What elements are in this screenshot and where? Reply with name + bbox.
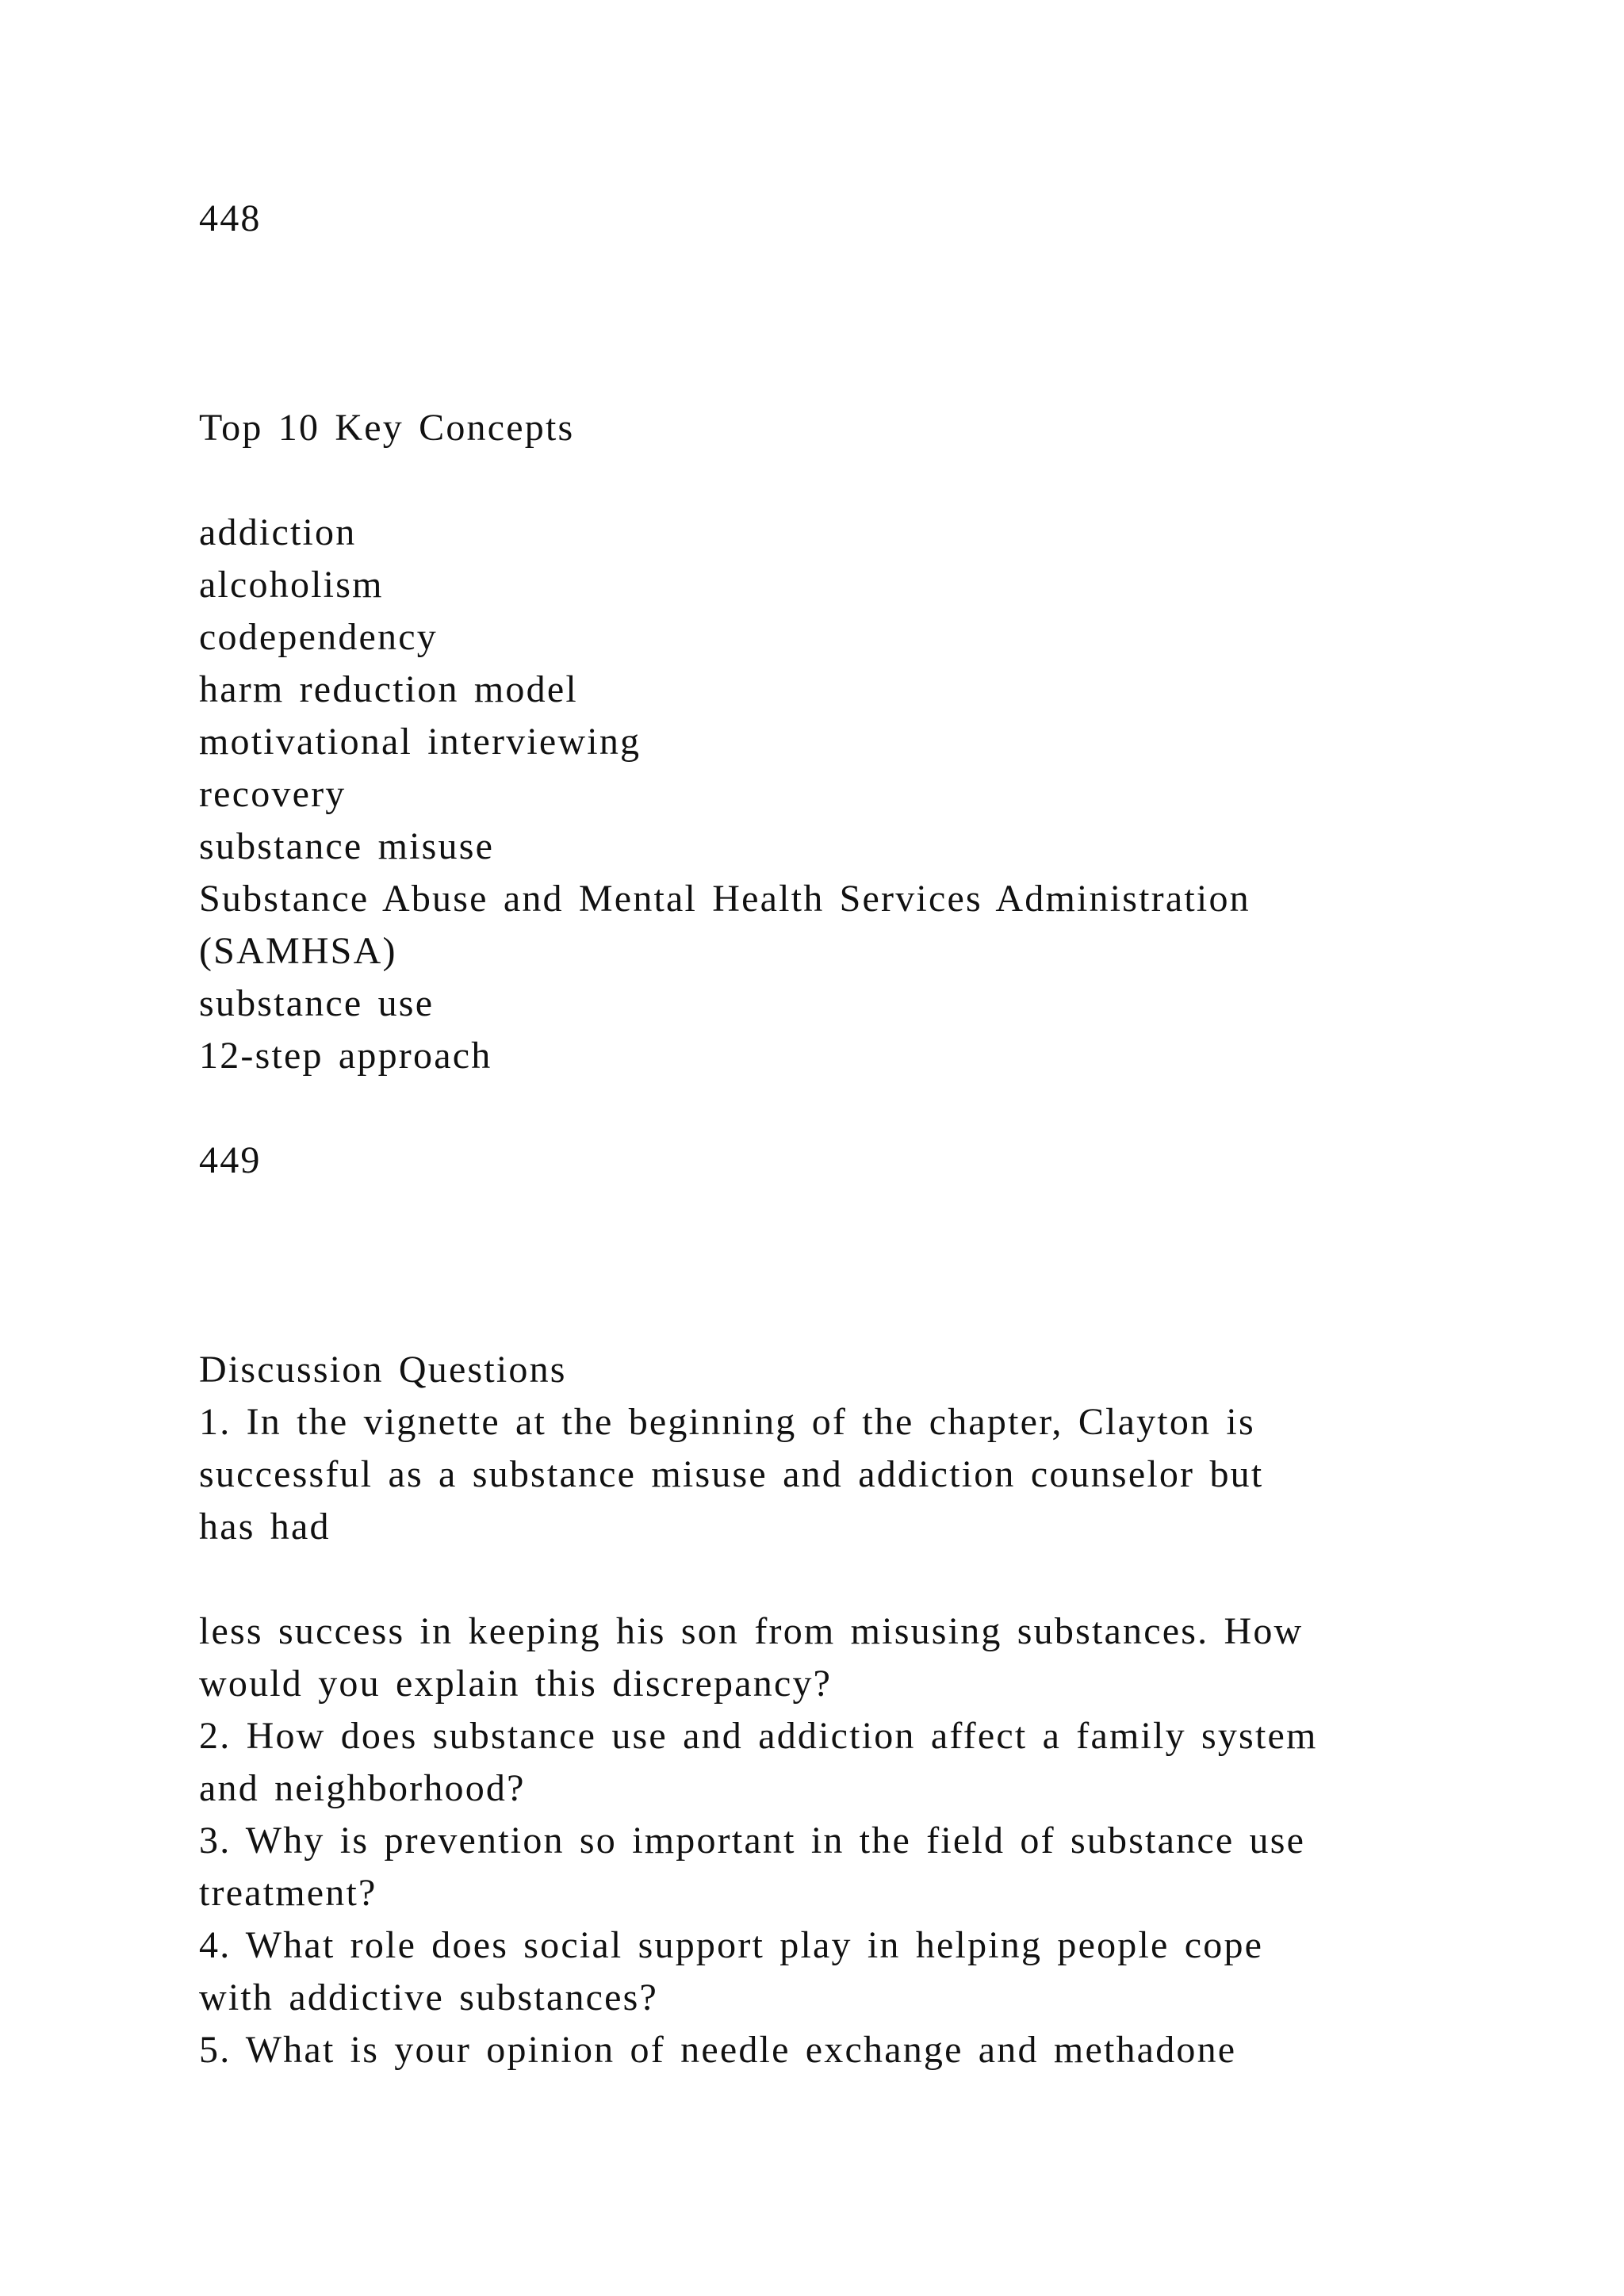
key-concept-item: motivational interviewing (199, 721, 642, 763)
discussion-line: successful as a substance misuse and addiction counselor but (199, 1453, 1264, 1495)
page-number: 449 (199, 1139, 262, 1181)
key-concept-item: (SAMHSA) (199, 930, 397, 972)
discussion-line: and neighborhood? (199, 1767, 526, 1809)
discussion-line: 4. What role does social support play in helping people cope (199, 1924, 1264, 1966)
key-concept-item: substance use (199, 982, 435, 1024)
key-concept-item: 12-step approach (199, 1035, 492, 1077)
key-concept-item: Substance Abuse and Mental Health Services Administration (199, 878, 1251, 920)
key-concepts-heading: Top 10 Key Concepts (199, 407, 575, 449)
discussion-line: with addictive substances? (199, 1976, 659, 2019)
discussion-line: would you explain this discrepancy? (199, 1663, 833, 1705)
discussion-line: 3. Why is prevention so important in the field of substance use (199, 1820, 1306, 1862)
key-concept-item: substance misuse (199, 825, 495, 867)
key-concept-item: recovery (199, 773, 347, 815)
discussion-line: 1. In the vignette at the beginning of the chapter, Clayton is (199, 1401, 1255, 1443)
discussion-line: has had (199, 1506, 331, 1548)
discussion-heading: Discussion Questions (199, 1349, 567, 1391)
key-concept-item: alcoholism (199, 564, 384, 606)
discussion-line: 5. What is your opinion of needle exchange and methadone (199, 2029, 1237, 2071)
discussion-line: treatment? (199, 1872, 377, 1914)
key-concept-item: harm reduction model (199, 668, 578, 710)
discussion-line: 2. How does substance use and addiction affect a family system (199, 1715, 1318, 1757)
page-number: 448 (199, 197, 262, 239)
key-concept-item: addiction (199, 511, 357, 553)
discussion-line: less success in keeping his son from misusing substances. How (199, 1610, 1304, 1652)
key-concept-item: codependency (199, 616, 438, 658)
